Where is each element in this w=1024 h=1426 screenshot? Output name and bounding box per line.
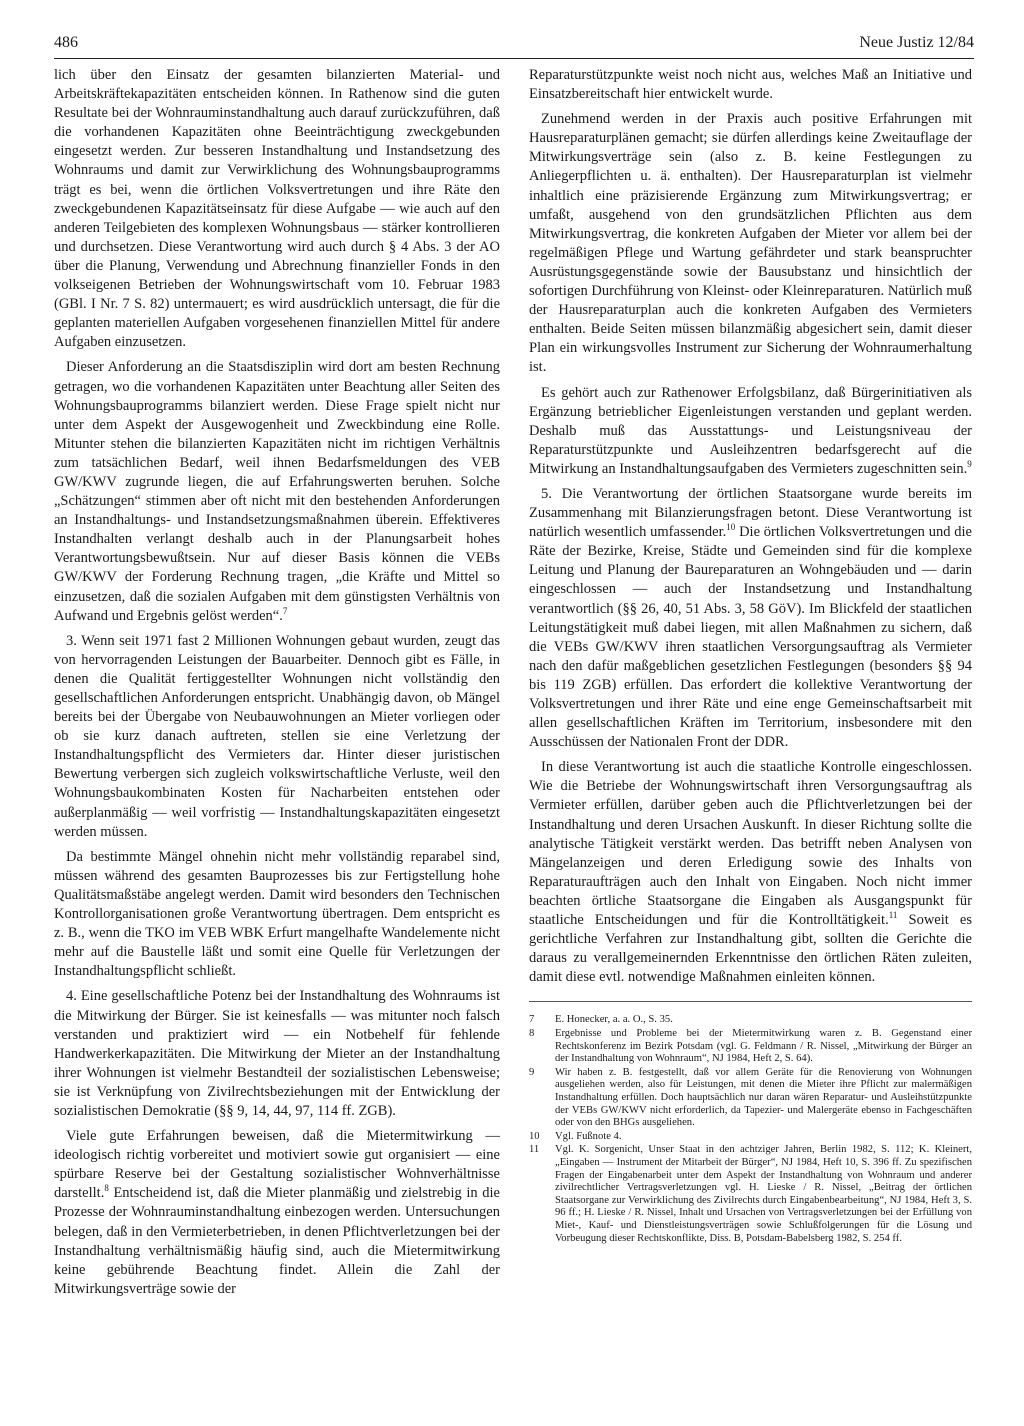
paragraph: lich über den Einsatz der gesamten bilanzierten Material- und Arbeitskräftekapazitäten entscheiden können. In Rathenow sind die guten Resultate bei der Wohnrauminstandhaltung auch darauf zurückzuführen, daß die vorhandenen Kapazitäten ohne Beeinträchtigung zweckgebunden eingesetzt werden. Zur besseren Instandhaltung und Instandsetzung des Wohnraums und damit zur Verwirklichung des Wohnungsbauprogramms trägt es bei, wenn die örtlichen Volksvertretungen und ihre Räte den zweckgebundenen Kapazitätseinsatz für diese Aufgabe — wie auch auf den anderen Teilgebieten des komplexen Wohnungsbaus — stärker kontrollieren und durchsetzen. Diese Verantwortung wird auch durch § 4 Abs. 3 der AO über die Planung, Verwendung und Abrechnung finanzieller Fonds in den volkseigenen Betrieben der Wohnungswirtschaft vom 10. Februar 1983 (GBl. I Nr. 7 S. 82) untermauert; es wird ausdrücklich untersagt, die für die geplanten materiellen Aufgaben vorgesehenen finanziellen Mittel für andere Aufgaben einzusetzen. (54, 67, 500, 351)
footnote-ref: 8 (104, 1183, 109, 1194)
footnote-rule (529, 1001, 972, 1002)
footnote-ref: 11 (888, 910, 898, 921)
paragraph: In diese Verantwortung ist auch die staatliche Kontrolle eingeschlossen. Wie die Betriebe der Wohnungswirtschaft ihren Versorgungsauftrag als Vermieter erfüllen, darüber geben auch die Pflichtverletzungen bei der Instandhaltung und deren Ursachen Auskunft. In dieser Richtung sollte die analytische Tätigkeit verstärkt werden. Das betrifft neben Analysen von Mängelanzeigen und deren Erledigung sowie des Inhalts von Reparaturaufträgen auch den Inhalt von Eingaben. Noch nicht immer beachten örtliche Staatsorgane die Eingaben als Ausgangspunkt für staatliche Entscheidungen und für die Kontrolltätigkeit.$^{11}$ Soweit es gerichtliche Verfahren zur Instandhaltung gibt, sollten die Gerichte die daraus zu verallgemeinernden Erkenntnisse den örtlichen Räten zuleiten, damit diese evtl. notwendige Maßnahmen einleiten können. (529, 759, 973, 986)
footnote-ref: 7 (282, 605, 288, 616)
paragraph: Zunehmend werden in der Praxis auch positive Erfahrungen mit Hausreparaturplänen gemacht; sie dürfen allerdings keine Zweitauflage der Mitwirkungsverträge sein (also z. B. keine Festlegungen zu Anliegerpflichten u. ä. enthalten). Der Hausreparaturplan ist vielmehr inhaltlich eine präzisierende Ergänzung zum Mitwirkungsvertrag; er umfaßt, ausgehend von den grundsätzlichen Pflichten aus dem Mitwirkungsvertrag, die konkreten Aufgaben der Mieter vor allem bei der regelmäßigen Pflege und Wartung gefährdeter und stark beanspruchter Ausrüstungsgegenstände sowie der Bausubstanz und hinsichtlich der sofortigen Durchführung von Kleinst- oder Kleinreparaturen. Natürlich muß der Hausreparaturplan auch die konkreten Aufgaben des Vermieters enthalten. Beide Seiten müssen bilanzmäßig abgesichert sein, damit dieser Plan ein wirkungsvolles Instrument zur Sicherung der Wohnraumerhaltung ist. (529, 111, 972, 376)
paragraph: Es gehört auch zur Rathenower Erfolgsbilanz, daß Bürgerinitiativen als Ergänzung betrieblicher Eigenleistungen verstanden und geplant werden. Deshalb muß das Ausstattungs- und Leistungsniveau der Reparaturstützpunkte und Ausleihzentren bedarfsgerecht auf die Mitwirkung an Instandhaltungsaufgaben des Vermieters zugeschnitten sein.$^9$ (529, 384, 972, 477)
footnote-ref: 9 (967, 459, 972, 470)
left-column (54, 66, 500, 1305)
paragraph: Reparaturstützpunkte weist noch nicht aus, welches Maß an Initiative und Einsatzbereitschaft hier entwickelt wurde. (529, 67, 972, 103)
footnote: 8 Ergebnisse und Probleme bei der Mietermitwirkung waren z. B. Gegenstand einer Rechtskonferenz im Bezirk Potsdam (vgl. G. Feldmann / R. Nissel, „Mitwirkung der Bürger an der Instandhaltung von Wohnraum“, NJ 1984, Heft 2, S. 64). (529, 1028, 972, 1065)
paragraph: 3. Wenn seit 1971 fast 2 Millionen Wohnungen gebaut wurden, zeugt das von hervorragenden Leistungen der Bauarbeiter. Dennoch gibt es Fälle, in denen die Qualität fertiggestellter Wohnungen nicht vollständig den gesellschaftlichen Anforderungen entspricht. Unabhängig davon, ob Mängel bereits bei der Übergabe von Neubauwohnungen an Mieter vorliegen oder ob sie kurz danach auftreten, stellen sie eine Verletzung der Instandhaltungspflicht des Vermieters dar. Hinter dieser juristischen Bewertung verbergen sich zugleich volkswirtschaftliche Verluste, weil den Wohnungsbaukombinaten Kosten für Nacharbeiten entstehen oder außerplanmäßig — weil vorfristig — Instandhaltungskapazitäten eingesetzt werden müssen. (54, 632, 500, 840)
footnote: 9 Wir haben z. B. festgestellt, daß vor allem Geräte für die Renovierung von Wohnungen ausgeliehen werden, also für Leistungen, mit denen die Mieter ihre Pflicht zur malermäßigen Instandhaltung erfüllen. Doch hauptsächlich nur daran wären Reparatur- und Ausleihstützpunkte der VEBs GW/KWV nicht erforderlich, da Tapezier- und Malergeräte ebenso in Fachgeschäften oder von den BHGs ausgeliehen. (529, 1066, 972, 1129)
footnote: 10 Vgl. Fußnote 4. (529, 1130, 622, 1142)
paragraph: 4. Eine gesellschaftliche Potenz bei der Instandhaltung des Wohnraums ist die Mitwirkung der Bürger. Sie ist keinesfalls — was mitunter noch falsch verstanden und praktiziert wird — ein Notbehelf für fehlende Handwerkerkapazitäten. Die Mitwirkung der Mieter an der Instandhaltung ihrer Wohnungen ist vielmehr Bestandteil der sozialistischen Lebensweise; sie ist Verknüpfung von Zivilrechtsbeziehungen mit der Entwicklung der sozialistischen Demokratie (§§ 9, 14, 44, 97, 114 ff. ZGB). (54, 988, 500, 1119)
paragraph: Da bestimmte Mängel ohnehin nicht mehr vollständig reparabel sind, müssen während des gesamten Bauprozesses bis zur Fertigstellung hohe Qualitätsmaßstäbe angelegt werden. Damit wird besonders den Technischen Kontrollorganisationen große Verantwortung übertragen. Dem entspricht es z. B., wenn die TKO im VEB WBK Erfurt mangelhafte Wandelemente nicht mehr auf die Baustelle läßt und somit eine Quelle für Verletzungen der Instandhaltungspflicht schließt. (54, 848, 500, 980)
footnote: 7 E. Honecker, a. a. O., S. 35. (529, 1014, 673, 1026)
page-header (54, 34, 974, 60)
footnote: 11 Vgl. K. Sorgenicht, Unser Staat in den achtziger Jahren, Berlin 1982, S. 112; K. Kleinert, „Eingaben — Instrument der Mitarbeit der Bürger“, NJ 1984, Heft 10, S. 396 ff. Zu spezifischen Fragen der Eingabenarbeit unter dem Aspekt der Instandhaltung von Wohnraum und anderer zivilrechtlicher Vertragsverletzungen vgl. H. Lieske / R. Nissel, „Beitrag der örtlichen Staatsorgane zur Verwirklichung des Zivilrechts durch Eingabenbearbeitung“, NJ 1984, Heft 3, S. 96 ff.; H. Lieske / R. Nissel, Inhalt und Ursachen von Vertragsverletzungen bei der Erfüllung von Miet-, Kauf- und Dienstleistungsverträgen sowie Schlußfolgerungen für die Lösung und Vorbeugung dieser Rechtskonflikte, Diss. B, Potsdam-Babelsberg 1982, S. 254 ff. (529, 1144, 972, 1244)
paragraph: Viele gute Erfahrungen beweisen, daß die Mietermitwirkung — ideologisch richtig vorbereitet und motiviert sowie gut organisiert — eine spürbare Reserve bei der Gestaltung sozialistischer Wohnverhältnisse darstellt.$^8$ Entscheidend ist, daß die Mieter planmäßig und zielstrebig in die Prozesse der Wohnrauminstandhaltung einbezogen werden. Untersuchungen belegen, daß in den Vermieterbetrieben, in denen Pflichtverletzungen bei der Instandhaltung verhältnismäßig häufig sind, auch die Mietermitwirkung keine gebührende Beachtung findet. Allein die Zahl der Mitwirkungsverträge sowie der (54, 1128, 500, 1297)
paragraph: Dieser Anforderung an die Staatsdisziplin wird dort am besten Rechnung getragen, wo die vorhandenen Kapazitäten unter Beachtung aller Seiten des Wohnungsbauprogramms bilanziert werden. Diese Frage spielt nicht nur unter dem Aspekt der Ausgewogenheit und Zweckbindung eine Rolle. Mitunter stehen die bilanzierten Kapazitäten nicht im richtigen Verhältnis zum tatsächlichen Bedarf, weil ihnen Bedarfsmeldungen des VEB GW/KWV zugrunde liegen, die auf Erfahrungswerten beruhen. Solche „Schätzungen“ stimmen aber oft nicht mit den bestehenden Anforderungen an Instandhaltungs- und Instandsetzungsmaßnahmen überein. Effektiveres Instandhalten verlangt deshalb auch in der Planungsarbeit hohes Verantwortungsbewußtsein. Nur auf dieser Basis können die VEBs GW/KWV der Forderung Rechnung tragen, „die Kräfte und Mittel so einzusetzen, daß die sozialen Aufgaben mit dem günstigsten Verhältnis von Aufwand und Ergebnis gelöst werden“.$^7$ (54, 359, 500, 624)
page-number: 486 (54, 34, 78, 51)
header-rule (54, 58, 974, 59)
footnote-ref: 10 (726, 522, 736, 533)
right-column (529, 66, 972, 1246)
paragraph: 5. Die Verantwortung der örtlichen Staatsorgane wurde bereits im Zusammenhang mit Bilanzierungsfragen betont. Diese Verantwortung ist natürlich wesentlich umfassender.$^{10}$ Die örtlichen Volksvertretungen und die Räte der Bezirke, Kreise, Städte und Gemeinden sind für die komplexe Leitung und Planung der Baureparaturen an Wohngebäuden und — darin eingeschlossen — auch der Instandsetzung und Instandhaltung verantwortlich (§§ 26, 40, 51 Abs. 3, 58 GöV). Im Blickfeld der staatlichen Leitungstätigkeit muß dabei liegen, mit allen Maßnahmen zu sichern, daß die VEBs GW/KWV ihren staatlichen Versorgungsauftrag als Vermieter nach den dafür maßgeblichen gesetzlichen Festlegungen (besonders §§ 94 bis 119 ZGB) erfüllen. Das erfordert die kollektive Verantwortung der Volksvertretungen und ihrer Räte und eine enge Gemeinschaftsarbeit mit allen gesellschaftlichen Kräften im Territorium, insbesondere mit den Ausschüssen der Nationalen Front der DDR. (529, 485, 972, 751)
journal-title: Neue Justiz 12/84 (859, 34, 974, 51)
